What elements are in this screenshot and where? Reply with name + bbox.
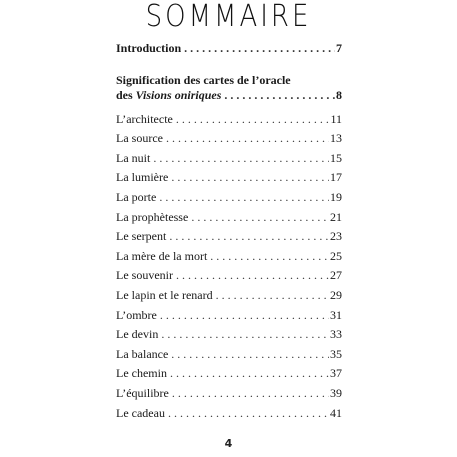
toc-heading-signification: Signification des cartes de l’oracle <box>116 72 291 87</box>
toc-entry <box>116 249 342 269</box>
page-number: 4 <box>224 437 233 450</box>
leader-dots <box>160 308 329 322</box>
leader-dots <box>191 210 329 224</box>
toc-entry-label: La source <box>116 131 163 146</box>
leader-dots <box>216 288 329 302</box>
leader-dots <box>159 190 329 204</box>
toc-entry-list <box>116 112 342 426</box>
toc-entry-page: 8 <box>336 87 342 102</box>
toc-entry <box>116 190 342 210</box>
toc-entry-label: La mère de la mort <box>116 248 208 263</box>
toc-entry-page: 7 <box>336 41 342 55</box>
toc-entry <box>116 131 342 151</box>
leader-dots <box>169 229 329 243</box>
toc-entry-page: 39 <box>330 385 342 400</box>
toc-entry-page: 21 <box>330 209 342 224</box>
toc-entry-label: Le lapin et le renard <box>116 287 213 302</box>
toc-entry-page: 19 <box>330 189 342 204</box>
leader-dots <box>224 88 335 102</box>
leader-dots <box>176 112 330 126</box>
leader-dots <box>171 347 329 361</box>
toc-entry-label: La porte <box>116 189 157 204</box>
page-title: SOMMAIRE <box>145 0 312 35</box>
toc-entry-label: Introduction <box>116 41 182 55</box>
leader-dots <box>172 386 329 400</box>
toc-entry <box>116 151 342 171</box>
toc-entry-page: 29 <box>330 287 342 302</box>
toc-entry <box>116 347 342 367</box>
toc-entry <box>116 112 342 132</box>
toc-entry-label: L’équilibre <box>116 385 169 400</box>
toc-entry-page: 41 <box>330 405 342 420</box>
toc-entry-page: 27 <box>330 268 342 283</box>
toc-entry-label: La lumière <box>116 170 169 185</box>
toc-entry-introduction <box>116 41 342 61</box>
toc-entry-label: La prophètesse <box>116 209 189 224</box>
leader-dots <box>166 131 329 145</box>
leader-dots <box>171 170 329 184</box>
leader-dots <box>210 249 329 263</box>
toc-entry-label: L’architecte <box>116 111 173 126</box>
toc-entry-label <box>116 88 221 102</box>
toc-entry <box>116 366 342 386</box>
leader-dots <box>184 41 335 55</box>
toc-entry-page: 37 <box>330 366 342 381</box>
toc-entry-page: 35 <box>330 346 342 361</box>
toc-entry-label: La nuit <box>116 150 151 165</box>
toc-entry-page: 23 <box>330 229 342 244</box>
table-of-contents <box>116 41 342 425</box>
toc-entry-label: Le cadeau <box>116 405 165 420</box>
toc-entry-label: L’ombre <box>116 307 157 322</box>
toc-entry-page: 33 <box>330 327 342 342</box>
toc-entry-label: La balance <box>116 346 169 361</box>
leader-dots <box>170 366 329 380</box>
toc-entry-page: 25 <box>330 248 342 263</box>
leader-dots <box>161 327 329 341</box>
toc-entry-label: Le serpent <box>116 229 167 244</box>
toc-entry-page: 15 <box>330 150 342 165</box>
toc-entry <box>116 327 342 347</box>
toc-entry-label: Le chemin <box>116 366 167 381</box>
toc-entry <box>116 210 342 230</box>
toc-entry <box>116 386 342 406</box>
toc-entry <box>116 406 342 426</box>
toc-entry-label: Le souvenir <box>116 268 173 283</box>
toc-entry-page: 13 <box>330 131 342 146</box>
toc-entry-page: 31 <box>330 307 342 322</box>
leader-dots <box>168 406 329 420</box>
leader-dots <box>176 268 329 282</box>
toc-entry <box>116 308 342 328</box>
toc-entry-label: Le devin <box>116 327 159 342</box>
toc-entry-label-prefix: des <box>116 87 136 102</box>
toc-entry-signification <box>116 88 342 112</box>
toc-entry-label-italic: Visions oniriques <box>135 87 222 102</box>
toc-entry <box>116 170 342 190</box>
leader-dots <box>153 151 329 165</box>
toc-entry <box>116 268 342 288</box>
toc-entry-page: 17 <box>330 170 342 185</box>
toc-entry <box>116 288 342 308</box>
toc-entry <box>116 229 342 249</box>
toc-entry-page: 11 <box>330 111 342 126</box>
